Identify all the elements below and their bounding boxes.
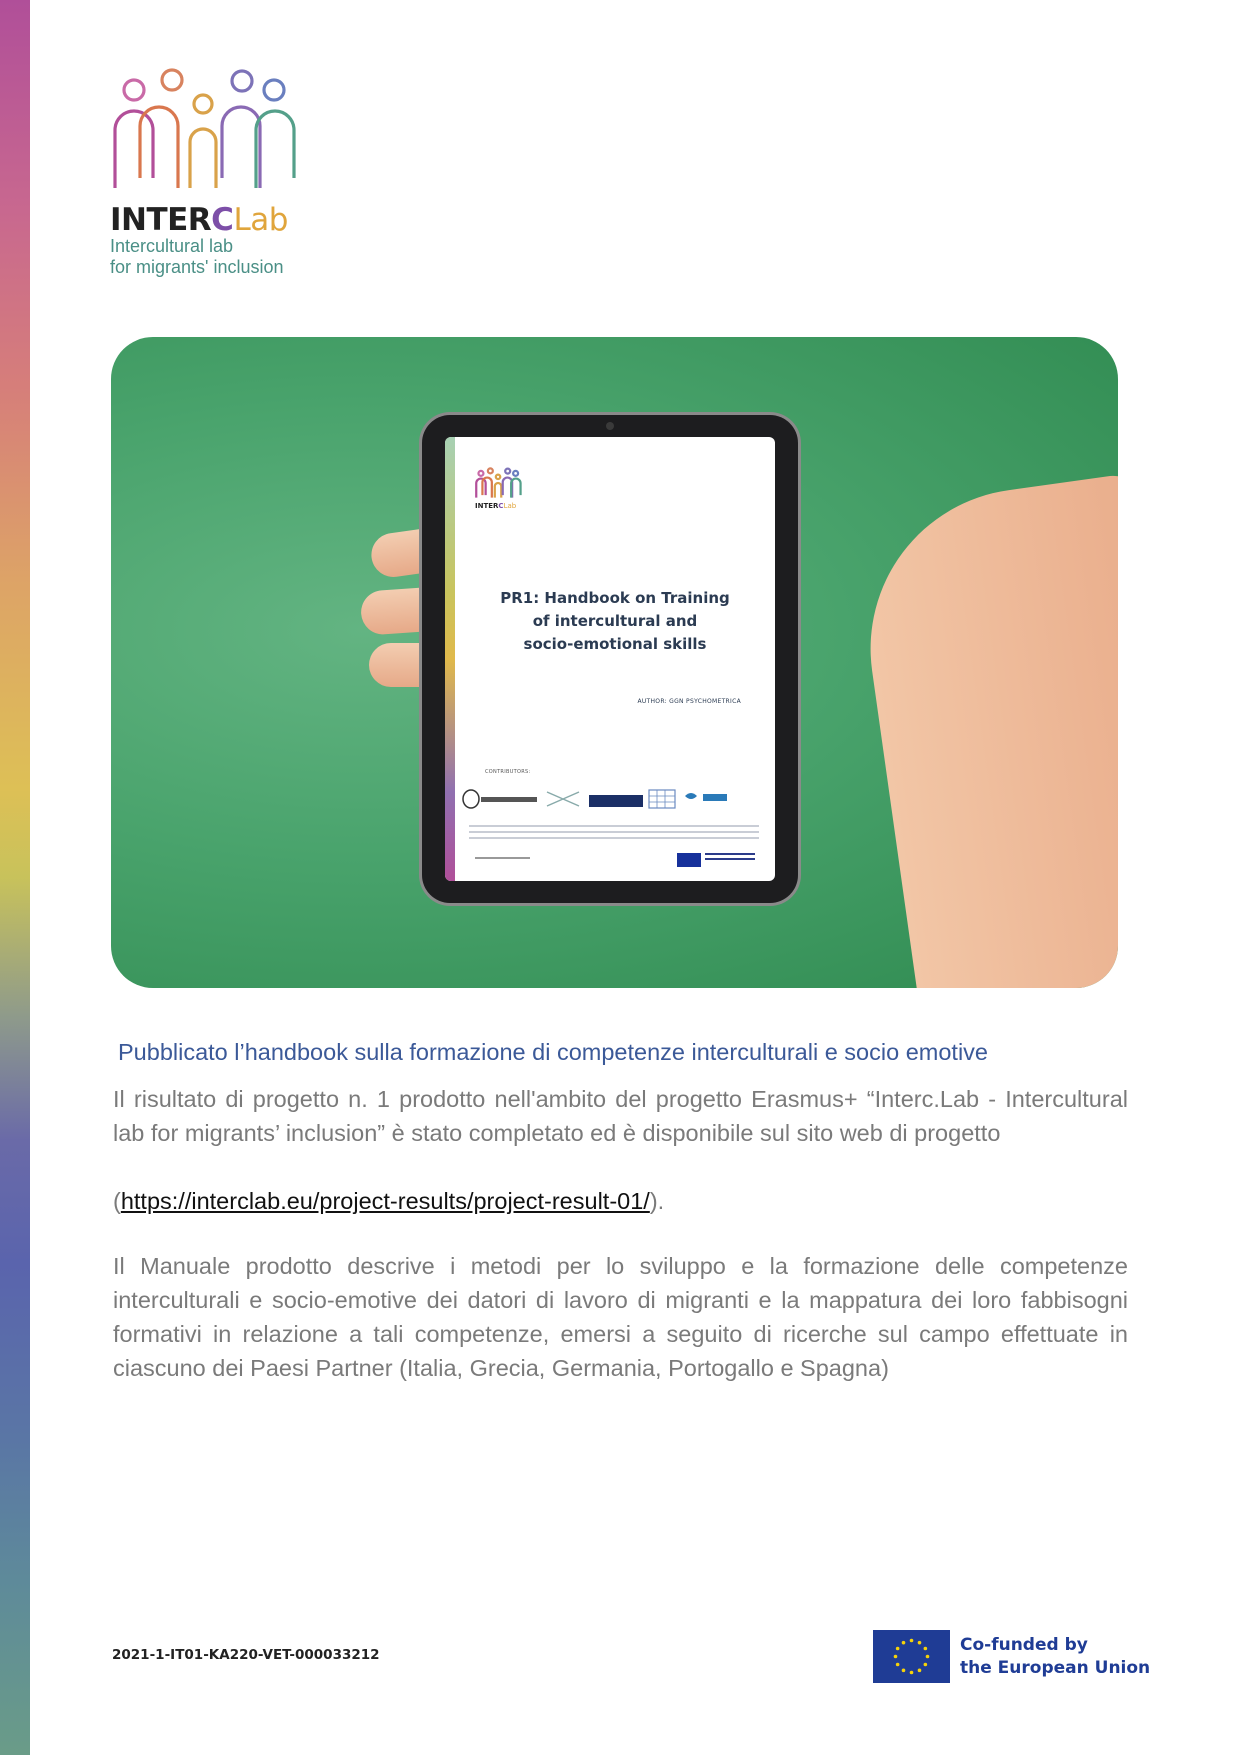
mini-logo-icon [475,467,527,501]
article-headline: Pubblicato l’handbook sulla formazione di competenze interculturali e socio emotive [118,1039,988,1065]
eu-star [918,1669,922,1673]
hero-tablet-image [111,337,1118,988]
eu-star [902,1641,906,1645]
partner-logo-studio-risorse [461,788,541,810]
partner-logo-cross [543,788,585,810]
decorative-gradient-stripe [0,0,30,1755]
tablet-device [422,415,798,903]
eu-star [896,1663,900,1667]
project-code: 2021-1-IT01-KA220-VET-000033212 [112,1647,380,1663]
eu-cofunded-text: Co-funded by the European Union [960,1635,1151,1678]
eu-star [910,1671,914,1675]
partner-logo-navy [589,795,643,807]
screen-gradient-stripe [445,437,455,881]
hand-palm [850,471,1118,988]
project-link-line: (https://interclab.eu/project-results/project-result-01/). [113,1188,665,1214]
handbook-author: AUTHOR: GGN PSYCHOMETRICA [637,698,741,705]
eu-star [918,1641,922,1645]
project-result-link[interactable]: https://interclab.eu/project-results/project-result-01/ [120,1188,650,1214]
eu-star [894,1655,898,1659]
interclab-logo [110,68,320,288]
logo-tagline: Intercultural lab for migrants' inclusion [110,236,284,277]
eu-star [910,1639,914,1643]
handbook-title: PR1: Handbook on Training of intercultural and socio-emotional skills [500,589,730,653]
logo-wordmark: INTERCLab [110,202,288,238]
eu-star [896,1647,900,1651]
mini-project-code [475,857,530,859]
people-figures-icon [110,68,320,198]
tablet-screen [445,437,775,881]
eu-star [924,1663,928,1667]
mini-eu-flag-icon [677,853,701,867]
contributors-label: CONTRIBUTORS: [485,769,531,775]
article-paragraph-1: Il risultato di progetto n. 1 prodotto nell'ambito del progetto Erasmus+ “Interc.Lab - Intercultural lab for migrants’ inclusion” è stato completato ed è disponibile sul sito web di progetto [113,1086,1128,1146]
disclaimer-lines [469,825,759,843]
article-paragraph-2: Il Manuale prodotto descrive i metodi per lo sviluppo e la formazione delle competenze interculturali e socio-emotive dei datori di lavoro di migranti e la mappatura dei loro fabbisogni formativi in relazione a tali competenze, emersi a seguito di ricerche sul campo effettuate in ciascuno dei Paesi Partner (Italia, Grecia, Germania, Portogallo e Spagna) [113,1253,1128,1381]
partner-logo-afn [681,788,731,810]
partner-logo-grid [647,788,677,810]
eu-star [924,1647,928,1651]
mini-eu-text [705,853,755,867]
eu-flag-icon [873,1630,950,1683]
tablet-camera [606,422,614,430]
eu-star [902,1669,906,1673]
mini-logo-wordmark: INTERCLab [475,502,517,510]
eu-star [926,1655,930,1659]
